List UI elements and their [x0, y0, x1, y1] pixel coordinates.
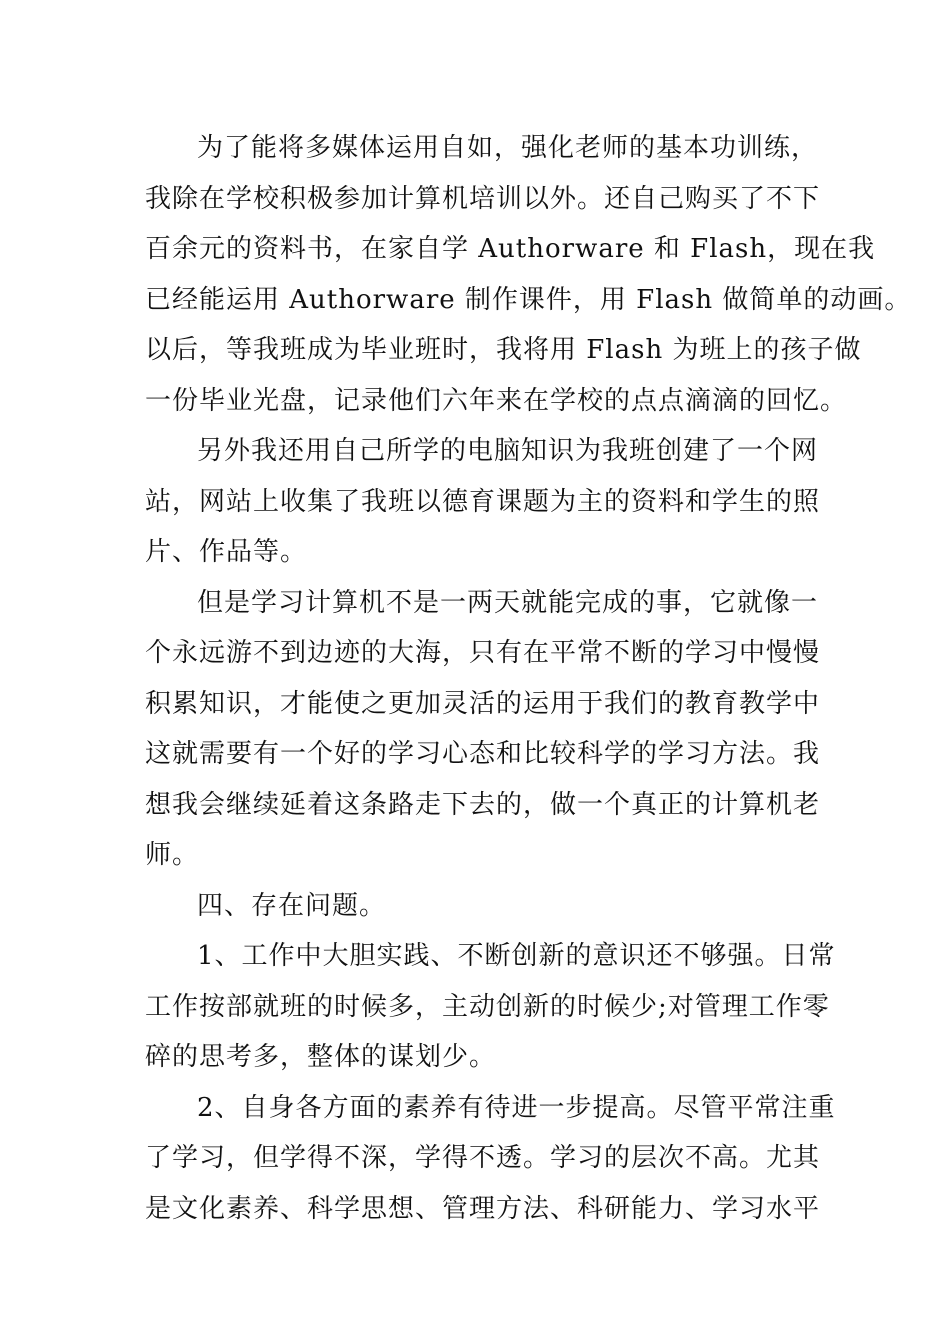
text-line: 站，网站上收集了我班以德育课题为主的资料和学生的照 — [145, 487, 821, 517]
text-line: 片、作品等。 — [145, 537, 308, 567]
text-line: 但是学习计算机不是一两天就能完成的事，它就像一 — [197, 588, 819, 618]
text-line: 1、工作中大胆实践、不断创新的意识还不够强。日常 — [197, 941, 836, 971]
text-line: 以后，等我班成为毕业班时，我将用 Flash 为班上的孩子做 — [145, 335, 862, 365]
text-line: 我除在学校积极参加计算机培训以外。还自己购买了不下 — [145, 184, 821, 214]
text-line: 是文化素养、科学思想、管理方法、科研能力、学习水平 — [145, 1194, 821, 1224]
text-line: 一份毕业光盘，记录他们六年来在学校的点点滴滴的回忆。 — [145, 386, 848, 416]
text-line: 已经能运用 Authorware 制作课件，用 Flash 做简单的动画。 — [145, 285, 912, 315]
text-line: 师。 — [145, 840, 200, 870]
text-line: 积累知识，才能使之更加灵活的运用于我们的教育教学中 — [145, 689, 821, 719]
text-line: 碎的思考多，整体的谋划少。 — [145, 1042, 497, 1072]
section-heading: 四、存在问题。 — [197, 891, 387, 921]
text-line: 这就需要有一个好的学习心态和比较科学的学习方法。我 — [145, 739, 821, 769]
text-line: 个永远游不到边迹的大海，只有在平常不断的学习中慢慢 — [145, 638, 821, 668]
text-line: 了学习，但学得不深，学得不透。学习的层次不高。尤其 — [145, 1143, 821, 1173]
text-line: 百余元的资料书，在家自学 Authorware 和 Flash，现在我 — [145, 234, 876, 264]
text-line: 另外我还用自己所学的电脑知识为我班创建了一个网 — [197, 436, 819, 466]
text-line: 想我会继续延着这条路走下去的，做一个真正的计算机老 — [145, 790, 821, 820]
text-line: 为了能将多媒体运用自如，强化老师的基本功训练， — [197, 133, 819, 163]
text-line: 工作按部就班的时候多，主动创新的时候少;对管理工作零 — [145, 992, 830, 1022]
text-line: 2、自身各方面的素养有待进一步提高。尽管平常注重 — [197, 1093, 836, 1123]
